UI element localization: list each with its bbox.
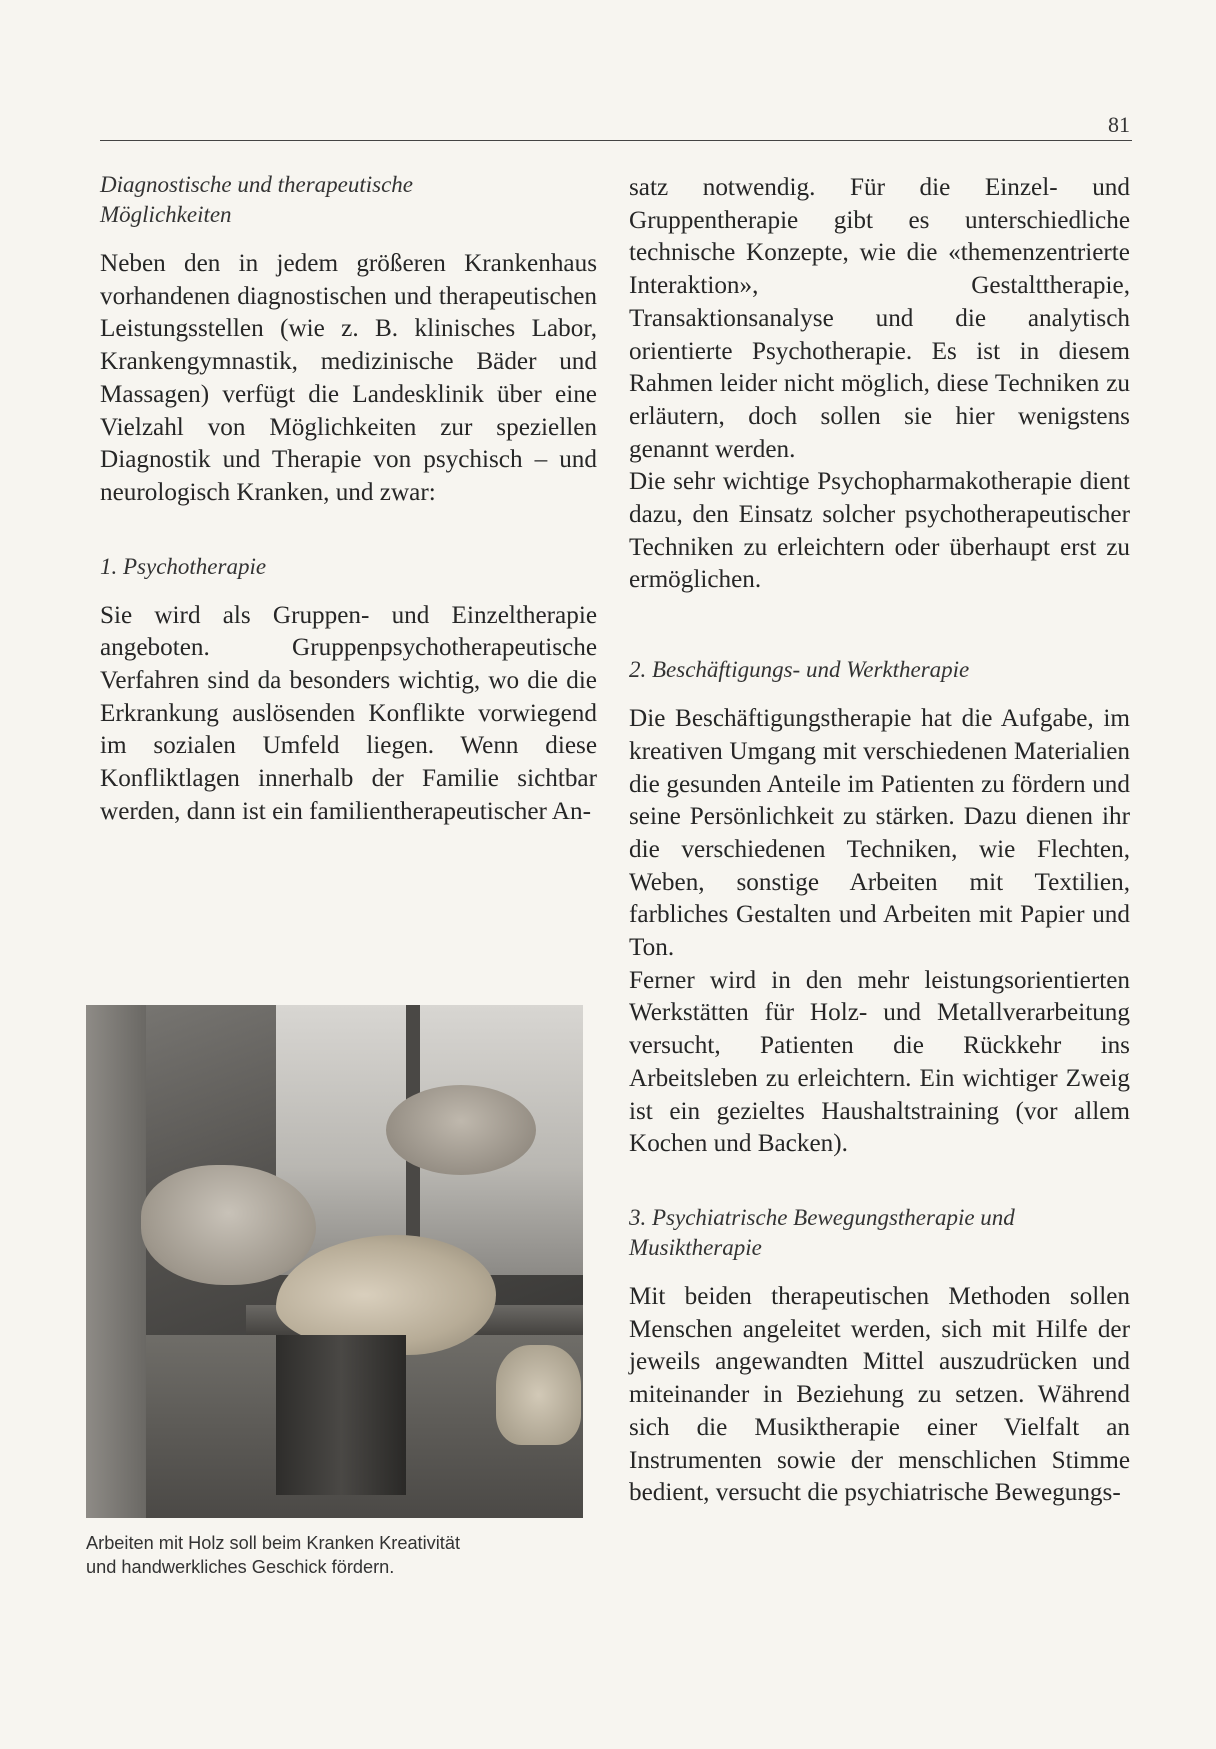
paragraph-workshops: Ferner wird in den mehr leistungsorientierten Werkstätten für Holz- und Metallverarbeitung versucht, Patienten die Rückkehr ins Arbeitsleben zu erleichtern. Ein wichtiger Zweig ist ein gezieltes Haushaltstraining (vor allem Kochen und Backen). xyxy=(629,966,1130,1158)
heading-line: Möglichkeiten xyxy=(100,202,232,227)
caption-line: und handwerkliches Geschick fördern. xyxy=(86,1557,395,1577)
paragraph-movement-music: Mit beiden therapeutischen Methoden sollen Menschen angeleitet werden, sich mit Hilfe der jeweils angewandten Mittel auszudrücken und miteinander in Beziehung zu setzen. Während sich die Musiktherapie einer Vielfalt an Instrumenten sowie der menschlichen Stimme bedient, versucht die psychiatrische Bewegungs- xyxy=(629,1282,1130,1507)
photo-sleeve xyxy=(86,1005,146,1518)
photo-vise xyxy=(276,1335,406,1495)
section-heading-occupational: 2. Beschäftigungs- und Werktherapie xyxy=(629,657,970,683)
paragraph-diagnostics: Neben den in jedem größeren Krankenhaus vorhandenen diagnostischen und therapeutischen Leistungsstellen (wie z. B. klinisches Labor, Krankengymnastik, medizinische Bäder und Massagen) verfügt die Landesklinik über eine Vielzahl von Möglichkeiten zur speziellen Diagnostik und Therapie von psychisch – und neurologisch Kranken, und zwar: xyxy=(100,250,597,506)
paragraph-continued: satz notwendig. Für die Einzel- und Gruppentherapie gibt es unterschiedliche technische Konzepte, wie die «themenzentrierte Interaktion», Gestalttherapie, Transaktionsanalyse und die analytisch orientierte Psychotherapie. Es ist in diesem Rahmen leider nicht möglich, diese Techniken zu erläutern, doch sollen sie hier wenigstens genannt werden. xyxy=(629,174,1130,463)
left-column xyxy=(100,170,597,829)
heading-line: Diagnostische und therapeutische xyxy=(100,172,414,197)
section-heading-movement-music xyxy=(629,1203,1130,1263)
paragraph-psychotherapy: Sie wird als Gruppen- und Einzeltherapie angeboten. Gruppenpsychotherapeutische Verfahren sind da besonders wichtig, wo die die Erkrankung auslösenden Konflikte vorwiegend im sozialen Umfeld liegen. Wenn diese Konfliktlagen innerhalb der Familie sichtbar werden, dann ist ein familientherapeutischer An- xyxy=(100,601,597,825)
photo-hand xyxy=(141,1165,316,1285)
heading-line: Musiktherapie xyxy=(629,1234,762,1260)
paragraph-occupational: Die Beschäftigungstherapie hat die Aufgabe, im kreativen Umgang mit verschiedenen Materialien die gesunden Anteile im Patienten zu fördern und seine Persönlichkeit zu stärken. Dazu dienen ihr die verschiedenen Techniken, wie Flechten, Weben, sonstige Arbeiten mit Textilien, farbliches Gestalten und Arbeiten mit Papier und Ton. xyxy=(629,705,1130,962)
caption-line: Arbeiten mit Holz soll beim Kranken Kreativität xyxy=(86,1533,461,1553)
photo-hand xyxy=(386,1085,536,1175)
section-heading-psychotherapy: 1. Psychotherapie xyxy=(100,553,267,579)
right-column xyxy=(629,172,1130,1510)
paragraph-pharmacotherapy: Die sehr wichtige Psychopharmakotherapie dient dazu, den Einsatz solcher psychotherapeutischer Techniken zu erleichtern oder überhaupt erst zu ermöglichen. xyxy=(629,468,1130,594)
heading-line: 3. Psychiatrische Bewegungstherapie und xyxy=(629,1204,1015,1230)
header-rule xyxy=(100,140,1132,141)
page-number: 81 xyxy=(1108,112,1130,137)
photo-caption xyxy=(86,1531,586,1579)
section-heading-diagnostics xyxy=(100,170,597,230)
photo-wooden-toy xyxy=(496,1345,581,1445)
photo-woodwork xyxy=(86,1005,583,1518)
